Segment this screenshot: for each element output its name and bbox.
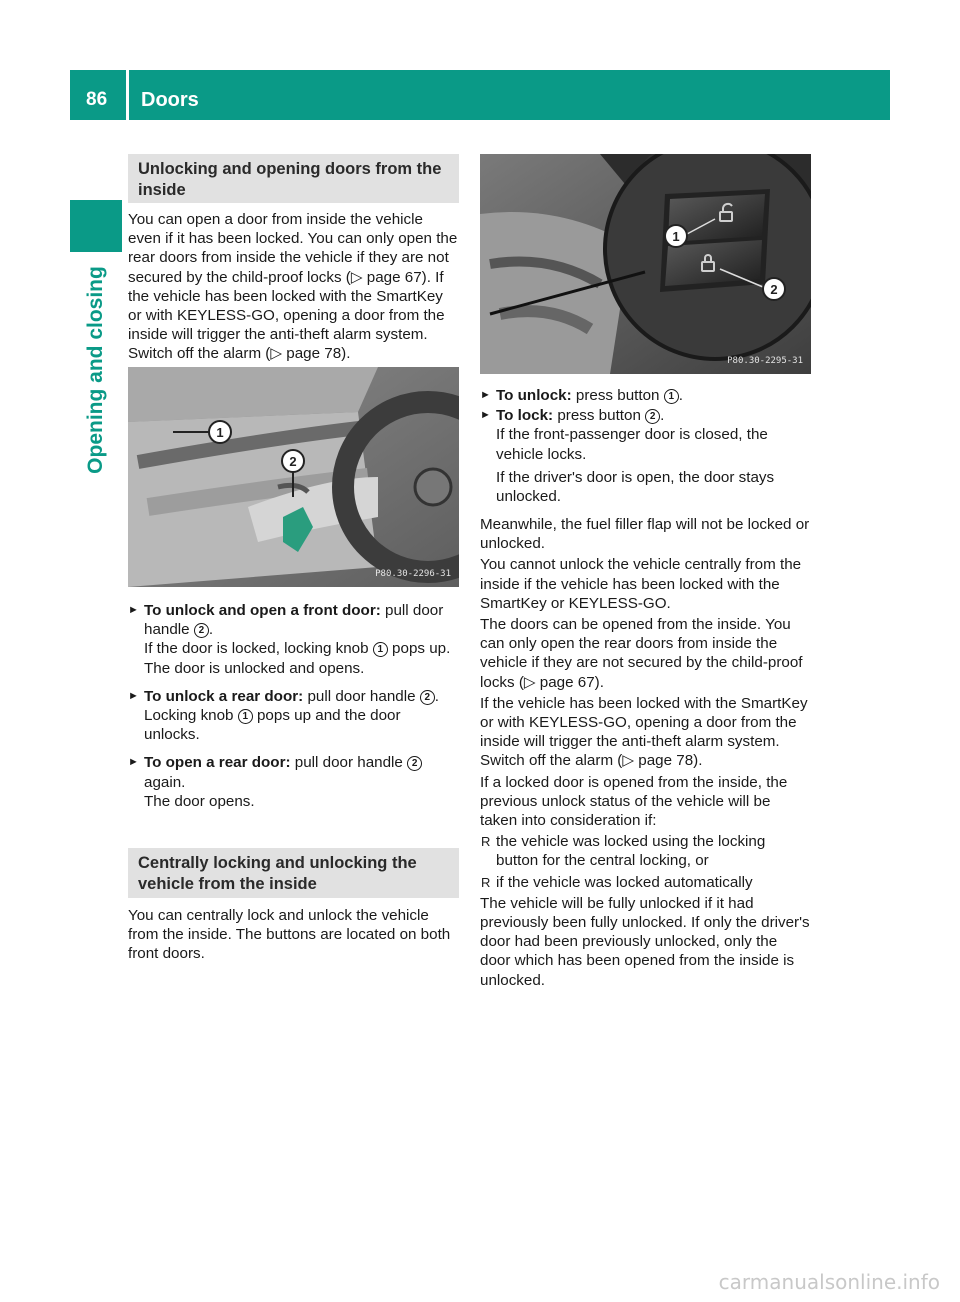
section-title: Doors — [141, 89, 199, 111]
figure-code: P80.30-2296-31 — [375, 568, 451, 579]
callout-number-icon: 2 — [645, 409, 660, 424]
step-title: To unlock: — [496, 387, 572, 404]
step-detail: If the front-passenger door is closed, the vehicle locks. — [496, 426, 768, 463]
step-text: . — [434, 687, 440, 705]
central-locking-text: You can centrally lock and unlock the vehicle from the inside. The buttons are located on both front doors. — [128, 907, 451, 963]
step-open-rear — [128, 753, 459, 811]
step-detail: The door opens. — [144, 792, 255, 810]
step-text: pull door handle — [144, 602, 444, 639]
step-detail: If the driver's door is open, the door stays unlocked. — [496, 468, 775, 506]
step-detail: If the door is locked, locking knob — [144, 640, 369, 658]
bullet-icon: R — [481, 834, 491, 850]
door-handle-figure — [128, 367, 459, 587]
page-number: 86 — [86, 89, 108, 110]
step-text: again. — [144, 773, 186, 791]
central-locking-paragraph — [128, 906, 459, 964]
step-detail: pops up. The door is unlocked and opens. — [144, 640, 451, 677]
footer-watermark: carmanualsonline.info — [718, 1269, 940, 1294]
alarm-paragraph: If the vehicle has been locked with the SmartKey or with KEYLESS-GO, opening a door from the inside will trigger the anti-theft alarm system. Switch off the alarm (▷ page 78). — [480, 694, 808, 770]
step-detail: pops up and the door unlocks. — [144, 707, 401, 744]
step-unlock — [480, 386, 811, 405]
step-arrow-icon: ► — [128, 689, 139, 702]
central-locking-buttons-figure — [480, 154, 811, 374]
heading-unlocking-opening: Unlocking and opening doors from the inside — [128, 154, 459, 203]
fuel-flap-paragraph: Meanwhile, the fuel filler flap will not be locked or unlocked. — [480, 516, 810, 553]
list-item — [480, 873, 811, 892]
callout-number-icon: 2 — [194, 623, 209, 638]
locking-buttons-illustration — [480, 154, 811, 374]
unlock-status-paragraph: If a locked door is opened from the inside, the previous unlock status of the vehicle will be taken into consideration if: — [480, 773, 788, 830]
list-item-text: if the vehicle was locked automatically — [496, 873, 753, 891]
callout-number-icon: 1 — [238, 709, 253, 724]
step-title: To unlock and open a front door: — [144, 602, 381, 619]
door-interior-illustration — [128, 367, 459, 587]
callout-number-icon: 1 — [373, 642, 388, 657]
left-steps — [128, 601, 459, 811]
callout-number-icon: 1 — [664, 389, 679, 404]
callout-number-icon: 2 — [407, 756, 422, 771]
intro-text: You can open a door from inside the vehicle even if it has been locked. You can only open the rear doors from inside the vehicle if they are not secured by the child-proof locks (▷ page 67). If the vehicle has been locked with the SmartKey or with KEYLESS-GO, opening a door from the inside will trigger the anti-theft alarm system. Switch off the alarm (▷ page 78). — [128, 211, 458, 363]
svg-text:2: 2 — [289, 454, 297, 469]
no-central-unlock-paragraph: You cannot unlock the vehicle centrally from the inside if the vehicle has been locked with the SmartKey or KEYLESS-GO. — [480, 556, 802, 612]
doors-open-inside-paragraph: The doors can be opened from the inside. You can only open the rear doors from inside the vehicle if they are not secured by the child-proof locks (▷ page 67). — [480, 616, 803, 691]
svg-text:1: 1 — [216, 425, 224, 440]
step-text: pull door handle — [294, 754, 403, 772]
fully-unlocked-paragraph: The vehicle will be fully unlocked if it had previously been fully unlocked. If only the driver's door had been previously unlocked, only the door which has been opened from the inside is unlocked. — [480, 894, 810, 989]
right-body — [480, 515, 811, 990]
list-item — [480, 832, 811, 870]
step-arrow-icon: ► — [480, 409, 491, 422]
svg-text:2: 2 — [770, 282, 778, 297]
step-text: press button — [575, 387, 660, 404]
list-item-text: the vehicle was locked using the locking button for the central locking, or — [496, 833, 766, 870]
step-title: To lock: — [496, 407, 554, 425]
step-arrow-icon: ► — [480, 389, 491, 401]
svg-text:1: 1 — [672, 229, 680, 244]
figure-code: P80.30-2295-31 — [727, 355, 803, 366]
right-steps — [480, 386, 811, 506]
step-detail: Locking knob — [144, 707, 234, 725]
callout-number-icon: 2 — [420, 690, 435, 705]
step-text: press button — [557, 407, 641, 425]
step-text: . — [208, 621, 214, 639]
side-tab-block — [70, 200, 122, 252]
step-unlock-rear — [128, 687, 459, 745]
step-arrow-icon: ► — [128, 604, 139, 616]
step-arrow-icon: ► — [128, 756, 139, 769]
step-unlock-open-front — [128, 601, 459, 678]
step-title: To unlock a rear door: — [144, 687, 304, 705]
step-text: . — [660, 407, 665, 425]
heading-central-locking: Centrally locking and unlocking the vehicle from the inside — [128, 848, 459, 898]
intro-paragraph — [128, 210, 459, 364]
step-text: . — [678, 387, 683, 404]
step-text: pull door handle — [307, 687, 416, 705]
step-lock — [480, 406, 811, 506]
bullet-icon: R — [481, 874, 491, 890]
header-divider — [126, 70, 129, 120]
side-tab-label: Opening and closing — [84, 266, 107, 474]
step-title: To open a rear door: — [144, 754, 291, 772]
